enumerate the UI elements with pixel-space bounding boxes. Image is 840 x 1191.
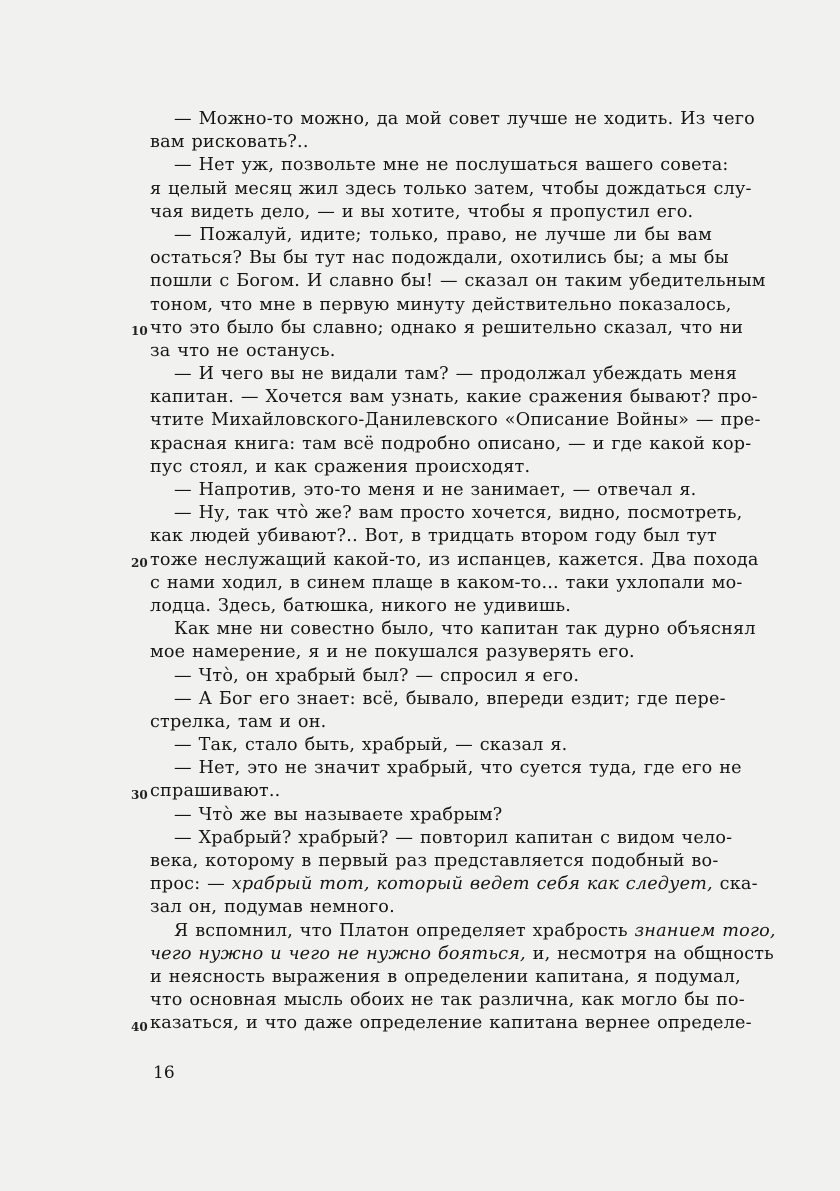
text-line: что это было бы славно; однако я решительно сказал, что ни (150, 317, 744, 338)
text-line: — Нет, это не значит храбрый, что суется туда, где его не (174, 758, 742, 779)
text-line: за что не останусь. (150, 340, 336, 361)
body-text (150, 108, 776, 1036)
text-line: чего нужно и чего не нужно бояться, и, несмотря на общность (150, 943, 774, 964)
text-line: лодца. Здесь, батюшка, никого не удивишь. (150, 595, 572, 616)
text-line: капитан. — Хочется вам узнать, какие сражения бывают? про- (150, 387, 758, 408)
text-line: чая видеть дело, — и вы хотите, чтобы я пропустил его. (150, 201, 694, 222)
text-line: чтите Михайловского-Данилевского «Описание Войны» — пре- (150, 410, 761, 431)
text-line: Я вспомнил, что Платон определяет храбрость знанием того, (174, 920, 776, 941)
line-number-20: 20 (131, 556, 148, 570)
text-line: я целый месяц жил здесь только затем, чтобы дождаться слу- (150, 178, 752, 199)
line-number-30: 30 (131, 788, 148, 802)
line-number-10: 10 (131, 324, 148, 338)
text-line: — Напротив, это-то меня и не занимает, — отвечал я. (174, 480, 697, 500)
text-line: — Что̀ же вы называете храбрым? (174, 804, 503, 825)
text-line: — Пожалуй, идите; только, право, не лучше ли бы вам (174, 224, 712, 245)
text-line: казаться, и что даже определение капитана вернее определе- (150, 1013, 752, 1034)
text-line: — И чего вы не видали там? — продолжал убеждать меня (174, 364, 738, 385)
page-number: 16 (153, 1063, 175, 1083)
text-line: стрелка, там и он. (150, 711, 327, 732)
text-line: — Нет уж, позвольте мне не послушаться вашего совета: (174, 155, 729, 176)
text-line: тоном, что мне в первую минуту действительно показалось, (150, 294, 732, 315)
text-line: — А Бог его знает: всё, бывало, впереди ездит; где пере- (174, 688, 726, 709)
text-line: пус стоял, и как сражения происходят. (150, 456, 531, 477)
text-line: — Храбрый? храбрый? — повторил капитан с видом чело- (174, 827, 733, 848)
text-line: Как мне ни совестно было, что капитан так дурно объяснял (174, 619, 756, 640)
text-line: пошли с Богом. И славно бы! — сказал он таким убедительным (150, 271, 766, 292)
text-line: спрашивают.. (150, 781, 281, 802)
text-line: века, которому в первый раз представляется подобный во- (150, 851, 719, 871)
text-line: с нами ходил, в синем плаще в каком-то... таки ухлопали мо- (150, 572, 743, 593)
text-line: — Ну, так что̀ же? вам просто хочется, видно, посмотреть, (174, 503, 743, 524)
text-line: как людей убивают?.. Вот, в тридцать втором году был тут (150, 526, 717, 547)
text-line: тоже неслужащий какой-то, из испанцев, кажется. Два похода (150, 549, 759, 570)
line-number-40: 40 (131, 1020, 148, 1034)
text-line: — Можно-то можно, да мой совет лучше не ходить. Из чего (174, 109, 755, 129)
text-line: что основная мысль обоих не так различна, как могло бы по- (150, 990, 745, 1011)
text-line: красная книга: там всё подробно описано, — и где какой кор- (150, 433, 752, 454)
text-line: — Что̀, он храбрый был? — спросил я его. (174, 665, 580, 686)
text-line: — Так, стало быть, храбрый, — сказал я. (174, 735, 568, 756)
text-line: остаться? Вы бы тут нас подождали, охотились бы; а мы бы (150, 248, 729, 269)
text-line: прос: — храбрый тот, который ведет себя как следует, ска- (150, 874, 758, 895)
text-line: вам рисковать?.. (150, 132, 309, 153)
text-line: мое намерение, я и не покушался разуверять его. (150, 642, 635, 663)
text-line: и неясность выражения в определении капитана, я подумал, (150, 966, 741, 987)
text-line: зал он, подумав немного. (150, 897, 395, 918)
